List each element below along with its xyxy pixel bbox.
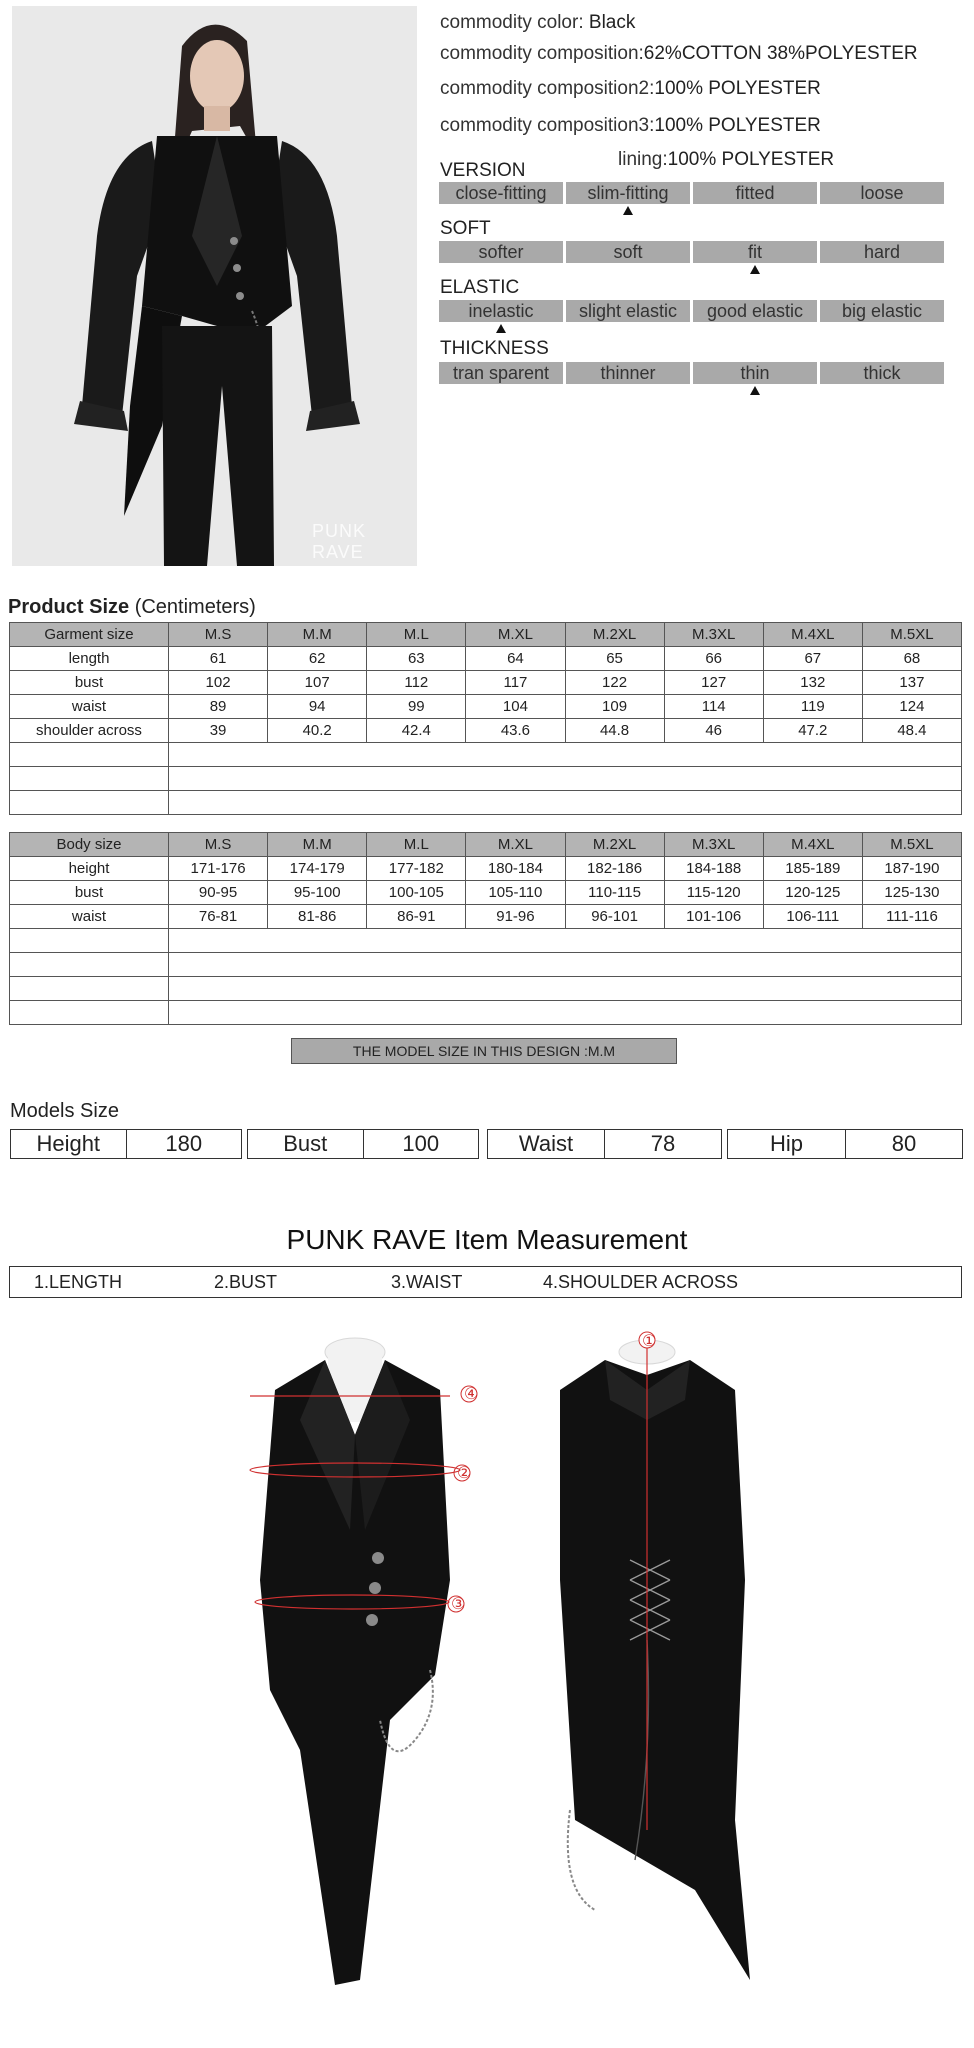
spec-composition2 xyxy=(440,78,821,100)
table-cell: M.XL xyxy=(466,623,565,647)
table-cell: 96-101 xyxy=(565,905,664,929)
table-cell: 185-189 xyxy=(763,857,862,881)
table-cell: 106-111 xyxy=(763,905,862,929)
table-cell: 86-91 xyxy=(367,905,466,929)
table-cell: 122 xyxy=(565,671,664,695)
table-row xyxy=(10,671,962,695)
spec-composition-label: commodity composition: xyxy=(440,43,644,64)
measurement-title: PUNK RAVE Item Measurement xyxy=(286,1224,688,1255)
spec-composition-value: 62%COTTON 38%POLYESTER xyxy=(643,43,918,64)
table-row xyxy=(10,647,962,671)
row-label: height xyxy=(10,857,169,881)
table-cell: 66 xyxy=(664,647,763,671)
thickness-option: tran sparent xyxy=(439,362,563,384)
measurement-item: 1.LENGTH xyxy=(34,1272,123,1292)
row-label: Body size xyxy=(10,833,169,857)
table-cell: 119 xyxy=(763,695,862,719)
models-bust-value: 100 xyxy=(402,1131,440,1156)
spec-color-label: commodity color: xyxy=(440,12,584,33)
row-label: shoulder across xyxy=(10,719,169,743)
table-cell: M.5XL xyxy=(862,833,961,857)
empty-cell xyxy=(10,1001,169,1025)
table-cell: 184-188 xyxy=(664,857,763,881)
watermark: PUNK RAVE xyxy=(312,521,367,562)
empty-cell xyxy=(10,929,169,953)
spec-color xyxy=(440,12,635,34)
table-cell: 91-96 xyxy=(466,905,565,929)
marker-3: ③ xyxy=(451,1594,466,1613)
soft-options xyxy=(439,241,944,263)
spec-lining-label: lining: xyxy=(618,149,668,170)
elastic-marker-icon xyxy=(496,324,506,333)
table-cell: 132 xyxy=(763,671,862,695)
table-header-row xyxy=(10,833,962,857)
table-cell: 39 xyxy=(169,719,268,743)
table-cell: 68 xyxy=(862,647,961,671)
table-cell: 117 xyxy=(466,671,565,695)
soft-option: softer xyxy=(439,241,563,263)
empty-row xyxy=(10,977,962,1001)
table-cell: 124 xyxy=(862,695,961,719)
row-label: Garment size xyxy=(10,623,169,647)
table-cell: 81-86 xyxy=(268,905,367,929)
measurement-legend xyxy=(9,1266,962,1298)
table-cell: 61 xyxy=(169,647,268,671)
table-cell: 99 xyxy=(367,695,466,719)
empty-cell xyxy=(10,767,169,791)
empty-cell xyxy=(169,767,962,791)
table-cell: 114 xyxy=(664,695,763,719)
row-label: waist xyxy=(10,695,169,719)
empty-row xyxy=(10,929,962,953)
table-cell: 76-81 xyxy=(169,905,268,929)
table-cell: M.M xyxy=(268,623,367,647)
table-cell: 120-125 xyxy=(763,881,862,905)
spec-color-value: Black xyxy=(588,12,636,33)
table-cell: M.2XL xyxy=(565,833,664,857)
marker-4: ④ xyxy=(464,1384,479,1403)
table-cell: 43.6 xyxy=(466,719,565,743)
empty-cell xyxy=(169,977,962,1001)
spec-composition xyxy=(440,43,918,65)
version-option: close-fitting xyxy=(439,182,563,204)
thickness-options xyxy=(439,362,944,384)
empty-cell xyxy=(169,953,962,977)
table-cell: M.4XL xyxy=(763,623,862,647)
elastic-option: slight elastic xyxy=(566,300,690,322)
table-cell: 171-176 xyxy=(169,857,268,881)
table-cell: 102 xyxy=(169,671,268,695)
marker-2: ② xyxy=(457,1463,472,1482)
table-cell: 42.4 xyxy=(367,719,466,743)
spec-composition3-label: commodity composition3: xyxy=(440,115,655,136)
thickness-option: thin xyxy=(693,362,817,384)
empty-cell xyxy=(10,791,169,815)
elastic-option: inelastic xyxy=(439,300,563,322)
empty-cell xyxy=(169,743,962,767)
models-hip-label: Hip xyxy=(728,1130,846,1158)
product-size-title-text: Product Size xyxy=(8,596,130,618)
product-size-unit: (Centimeters) xyxy=(134,596,256,618)
models-height xyxy=(10,1129,242,1159)
table-cell: 137 xyxy=(862,671,961,695)
soft-option: fit xyxy=(693,241,817,263)
table-cell: 125-130 xyxy=(862,881,961,905)
table-cell: 44.8 xyxy=(565,719,664,743)
measurement-item: 2.BUST xyxy=(214,1272,278,1292)
vest-front-image xyxy=(240,1330,480,2020)
table-cell: 89 xyxy=(169,695,268,719)
table-cell: M.3XL xyxy=(664,833,763,857)
table-cell: 65 xyxy=(565,647,664,671)
table-cell: 109 xyxy=(565,695,664,719)
models-height-value: 180 xyxy=(165,1131,203,1156)
table-cell: 187-190 xyxy=(862,857,961,881)
spec-composition3-value: 100% POLYESTER xyxy=(654,115,821,136)
models-waist-label: Waist xyxy=(488,1130,605,1158)
table-cell: M.S xyxy=(169,623,268,647)
table-row xyxy=(10,905,962,929)
measurement-item: 4.SHOULDER ACROSS xyxy=(543,1272,739,1292)
table-cell: 90-95 xyxy=(169,881,268,905)
table-header-row xyxy=(10,623,962,647)
table-cell: M.M xyxy=(268,833,367,857)
table-cell: 105-110 xyxy=(466,881,565,905)
thickness-marker-icon xyxy=(750,386,760,395)
table-cell: 115-120 xyxy=(664,881,763,905)
soft-option: hard xyxy=(820,241,944,263)
table-cell: 107 xyxy=(268,671,367,695)
soft-marker-icon xyxy=(750,265,760,274)
product-photo xyxy=(12,6,417,566)
table-row xyxy=(10,719,962,743)
empty-cell xyxy=(169,929,962,953)
empty-cell xyxy=(10,977,169,1001)
table-cell: 63 xyxy=(367,647,466,671)
empty-cell xyxy=(10,953,169,977)
product-size-title xyxy=(8,596,256,619)
table-row xyxy=(10,857,962,881)
models-waist-value: 78 xyxy=(650,1131,676,1156)
elastic-options xyxy=(439,300,944,322)
soft-title: SOFT xyxy=(440,218,491,239)
spec-composition2-label: commodity composition2: xyxy=(440,78,655,99)
models-hip xyxy=(727,1129,963,1159)
table-cell: 94 xyxy=(268,695,367,719)
version-option: loose xyxy=(820,182,944,204)
empty-cell xyxy=(169,791,962,815)
table-cell: M.S xyxy=(169,833,268,857)
version-title: VERSION xyxy=(440,160,526,181)
models-height-label: Height xyxy=(11,1130,127,1158)
thickness-title: THICKNESS xyxy=(440,338,549,359)
empty-row xyxy=(10,1001,962,1025)
table-cell: 101-106 xyxy=(664,905,763,929)
table-cell: 95-100 xyxy=(268,881,367,905)
table-cell: 110-115 xyxy=(565,881,664,905)
table-cell: M.L xyxy=(367,623,466,647)
table-cell: 100-105 xyxy=(367,881,466,905)
table-cell: 174-179 xyxy=(268,857,367,881)
table-cell: 46 xyxy=(664,719,763,743)
measurement-item: 3.WAIST xyxy=(391,1272,463,1292)
spec-composition3 xyxy=(440,115,821,137)
row-label: length xyxy=(10,647,169,671)
table-cell: 127 xyxy=(664,671,763,695)
table-cell: 104 xyxy=(466,695,565,719)
elastic-title: ELASTIC xyxy=(440,277,520,298)
spec-lining-value: 100% POLYESTER xyxy=(667,149,835,170)
empty-cell xyxy=(10,743,169,767)
table-row xyxy=(10,881,962,905)
model-illustration xyxy=(12,6,417,566)
vest-back-image xyxy=(535,1330,785,2020)
thickness-option: thinner xyxy=(566,362,690,384)
table-cell: M.L xyxy=(367,833,466,857)
table-cell: M.XL xyxy=(466,833,565,857)
elastic-option: good elastic xyxy=(693,300,817,322)
models-size-title: Models Size xyxy=(10,1100,119,1122)
models-bust-label: Bust xyxy=(248,1130,364,1158)
table-cell: 177-182 xyxy=(367,857,466,881)
version-option: slim-fitting xyxy=(566,182,690,204)
table-cell: 48.4 xyxy=(862,719,961,743)
table-cell: 182-186 xyxy=(565,857,664,881)
table-cell: 47.2 xyxy=(763,719,862,743)
empty-cell xyxy=(169,1001,962,1025)
table-cell: 67 xyxy=(763,647,862,671)
table-cell: 180-184 xyxy=(466,857,565,881)
models-bust xyxy=(247,1129,479,1159)
empty-row xyxy=(10,791,962,815)
version-options xyxy=(439,182,944,204)
models-waist xyxy=(487,1129,722,1159)
table-cell: M.4XL xyxy=(763,833,862,857)
version-option: fitted xyxy=(693,182,817,204)
marker-1: ① xyxy=(642,1331,657,1350)
empty-row xyxy=(10,743,962,767)
version-marker-icon xyxy=(623,206,633,215)
spec-lining xyxy=(618,149,834,171)
table-row xyxy=(10,695,962,719)
soft-option: soft xyxy=(566,241,690,263)
table-cell: M.2XL xyxy=(565,623,664,647)
model-size-note: THE MODEL SIZE IN THIS DESIGN :M.M xyxy=(291,1038,677,1064)
models-hip-value: 80 xyxy=(891,1131,917,1156)
table-cell: M.5XL xyxy=(862,623,961,647)
table-cell: 111-116 xyxy=(862,905,961,929)
row-label: bust xyxy=(10,881,169,905)
elastic-option: big elastic xyxy=(820,300,944,322)
table-cell: 62 xyxy=(268,647,367,671)
spec-composition2-value: 100% POLYESTER xyxy=(654,78,821,99)
body-size-table xyxy=(9,832,962,1025)
empty-row xyxy=(10,767,962,791)
empty-row xyxy=(10,953,962,977)
product-size-table xyxy=(9,622,962,815)
table-cell: 64 xyxy=(466,647,565,671)
row-label: bust xyxy=(10,671,169,695)
table-cell: 112 xyxy=(367,671,466,695)
thickness-option: thick xyxy=(820,362,944,384)
row-label: waist xyxy=(10,905,169,929)
table-cell: 40.2 xyxy=(268,719,367,743)
table-cell: M.3XL xyxy=(664,623,763,647)
